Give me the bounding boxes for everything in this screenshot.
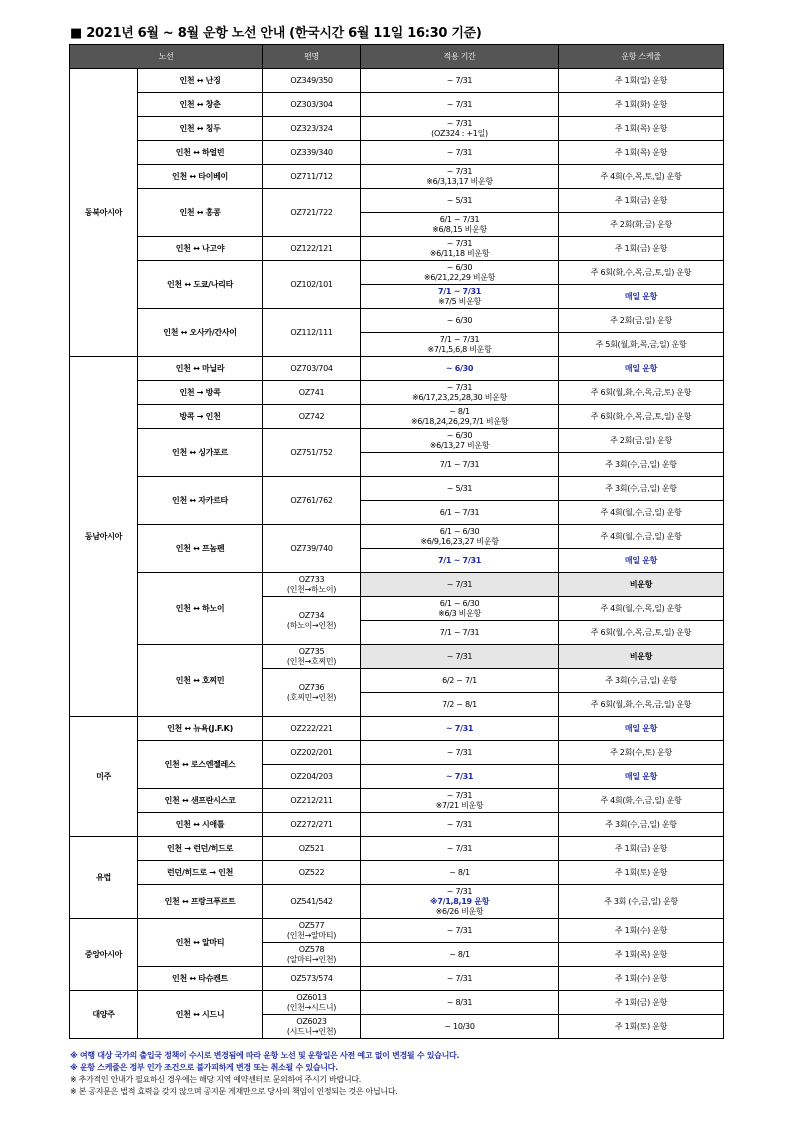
period: ~ 7/31 ※7/21 비운항 [361, 789, 559, 813]
period: 6/2 ~ 7/1 [361, 669, 559, 693]
period: 7/2 ~ 8/1 [361, 693, 559, 717]
period: ~ 7/31 [361, 69, 559, 93]
route-name: 인천 ↔ 호찌민 [138, 645, 263, 717]
flight-number: OZ202/201 [263, 741, 361, 765]
table-row [70, 861, 724, 885]
flight-number: OZ577 (인천→알마티) [263, 919, 361, 943]
period: ~ 7/31 [361, 967, 559, 991]
route-name: 인천 ↔ 프랑크푸르트 [138, 885, 263, 919]
period: ~ 7/31 [361, 645, 559, 669]
period: ~ 7/31 [361, 813, 559, 837]
route-name: 인천 ↔ 타슈켄트 [138, 967, 263, 991]
schedule: 주 1회(토) 운항 [559, 1015, 724, 1039]
period: ~ 7/31 [361, 765, 559, 789]
route-name: 인천 ↔ 샌프란시스코 [138, 789, 263, 813]
period: ~ 5/31 [361, 189, 559, 213]
period: 7/1 ~ 7/31 ※7/5 비운항 [361, 285, 559, 309]
schedule: 주 2회(수,토) 운항 [559, 741, 724, 765]
period: ~ 5/31 [361, 477, 559, 501]
schedule: 주 1회(금) 운항 [559, 837, 724, 861]
schedule: 주 1회(목) 운항 [559, 141, 724, 165]
table-row [70, 967, 724, 991]
route-name: 인천 → 방콕 [138, 381, 263, 405]
schedule: 주 2회(금,일) 운항 [559, 309, 724, 333]
flight-number: OZ573/574 [263, 967, 361, 991]
schedule: 주 2회(화,금) 운항 [559, 213, 724, 237]
table-row [70, 429, 724, 453]
route-name: 인천 ↔ 하얼빈 [138, 141, 263, 165]
period: ~ 6/30 ※6/21,22,29 비운항 [361, 261, 559, 285]
period: ~ 8/1 [361, 861, 559, 885]
period: 7/1 ~ 7/31 [361, 549, 559, 573]
region-central-asia: 중앙아시아 [70, 919, 138, 991]
footnote: ※ 추가적인 안내가 필요하신 경우에는 해당 지역 예약센터로 문의하여 주시기 바랍니다. [70, 1075, 362, 1084]
route-name: 인천 ↔ 뉴욕(J.F.K) [138, 717, 263, 741]
route-name: 인천 ↔ 창춘 [138, 93, 263, 117]
route-name: 인천 ↔ 나고야 [138, 237, 263, 261]
schedule: 매일 운항 [559, 285, 724, 309]
flight-number: OZ6013 (인천→시드니) [263, 991, 361, 1015]
schedule: 주 4회(월,수,금,일) 운항 [559, 501, 724, 525]
schedule: 주 1회(목) 운항 [559, 117, 724, 141]
flight-number: OZ112/111 [263, 309, 361, 357]
route-name: 인천 ↔ 오사카/간사이 [138, 309, 263, 357]
footnote: ※ 본 공지문은 법적 효력을 갖지 않으며 공지문 게재만으로 당사의 책임이 인정되는 것은 아닙니다. [70, 1087, 398, 1096]
schedule: 주 1회(일) 운항 [559, 69, 724, 93]
table-row [70, 309, 724, 333]
period: ~ 7/31 [361, 141, 559, 165]
header-route: 노선 [70, 45, 263, 69]
route-name: 인천 ↔ 하노이 [138, 573, 263, 645]
schedule: 주 1회(토) 운항 [559, 861, 724, 885]
flight-number: OZ733 (인천→하노이) [263, 573, 361, 597]
schedule: 주 6회(월,화,수,목,금,토) 운항 [559, 381, 724, 405]
route-name: 인천 ↔ 시애틀 [138, 813, 263, 837]
route-name: 인천 ↔ 마닐라 [138, 357, 263, 381]
route-name: 인천 ↔ 싱가포르 [138, 429, 263, 477]
period: ~ 7/31 [361, 741, 559, 765]
period: ~ 7/31 [361, 919, 559, 943]
flight-number: OZ272/271 [263, 813, 361, 837]
schedule: 주 3회(수,금,일) 운항 [559, 453, 724, 477]
flight-number: OZ735 (인천→호찌민) [263, 645, 361, 669]
route-name: 인천 ↔ 타이베이 [138, 165, 263, 189]
schedule: 주 1회(금) 운항 [559, 237, 724, 261]
flight-number: OZ736 (호찌민→인천) [263, 669, 361, 717]
table-row [70, 991, 724, 1015]
table-row [70, 919, 724, 943]
region-northeast-asia: 동북아시아 [70, 69, 138, 357]
flight-number: OZ742 [263, 405, 361, 429]
route-name: 인천 ↔ 난징 [138, 69, 263, 93]
header-period: 적용 기간 [361, 45, 559, 69]
schedule: 주 6회(화,수,목,금,토,일) 운항 [559, 405, 724, 429]
flight-number: OZ739/740 [263, 525, 361, 573]
flight-number: OZ204/203 [263, 765, 361, 789]
period: 6/1 ~ 6/30 ※6/9,16,23,27 비운항 [361, 525, 559, 549]
schedule: 주 3회(수,금,일) 운항 [559, 669, 724, 693]
schedule: 주 3회 (수,금,일) 운항 [559, 885, 724, 919]
route-name: 인천 ↔ 홍콩 [138, 189, 263, 237]
flight-number: OZ349/350 [263, 69, 361, 93]
flight-number: OZ521 [263, 837, 361, 861]
schedule: 주 4회(화,수,금,일) 운항 [559, 789, 724, 813]
schedule: 주 6회(월,화,수,목,금,일) 운항 [559, 693, 724, 717]
schedule: 주 1회(수) 운항 [559, 919, 724, 943]
footnote: ※ 운항 스케줄은 정부 인가 조건으로 불가피하게 변경 또는 취소될 수 있습니다. [70, 1063, 338, 1072]
table-row [70, 741, 724, 765]
schedule: 주 3회(수,금,일) 운항 [559, 477, 724, 501]
route-name: 인천 ↔ 칭두 [138, 117, 263, 141]
schedule: 비운항 [559, 645, 724, 669]
header-flight: 편명 [263, 45, 361, 69]
period: ~ 6/30 [361, 309, 559, 333]
header-schedule: 운항 스케줄 [559, 45, 724, 69]
flight-number: OZ323/324 [263, 117, 361, 141]
flight-number: OZ102/101 [263, 261, 361, 309]
period: ~ 7/31 ※7/1,8,19 운항 ※6/26 비운항 [361, 885, 559, 919]
table-row [70, 525, 724, 549]
flight-number: OZ751/752 [263, 429, 361, 477]
period: ~ 7/31 ※6/17,23,25,28,30 비운항 [361, 381, 559, 405]
period: 7/1 ~ 7/31 [361, 621, 559, 645]
period: ~ 6/30 [361, 357, 559, 381]
table-row [70, 573, 724, 597]
flight-number: OZ734 (하노이→인천) [263, 597, 361, 645]
route-name: 인천 ↔ 자카르타 [138, 477, 263, 525]
flight-number: OZ222/221 [263, 717, 361, 741]
table-row [70, 165, 724, 189]
table-row [70, 837, 724, 861]
schedule: 주 4회(월,수,목,일) 운항 [559, 597, 724, 621]
flight-number: OZ122/121 [263, 237, 361, 261]
period: ~ 6/30 ※6/13,27 비운항 [361, 429, 559, 453]
route-name: 인천 ↔ 로스엔젤레스 [138, 741, 263, 789]
region-southeast-asia: 동남아시아 [70, 357, 138, 717]
period: 6/1 ~ 7/31 ※6/8,15 비운항 [361, 213, 559, 237]
flight-number: OZ703/704 [263, 357, 361, 381]
period: 6/1 ~ 7/31 [361, 501, 559, 525]
period: 7/1 ~ 7/31 ※7/1,5,6,8 비운항 [361, 333, 559, 357]
table-row [70, 645, 724, 669]
table-row [70, 813, 724, 837]
period: ~ 8/1 [361, 943, 559, 967]
table-row [70, 93, 724, 117]
period: ~ 7/31 [361, 837, 559, 861]
schedule: 비운항 [559, 573, 724, 597]
table-row [70, 237, 724, 261]
table-row [70, 189, 724, 213]
schedule: 주 1회(금) 운항 [559, 189, 724, 213]
route-name: 인천 ↔ 도쿄/나리타 [138, 261, 263, 309]
region-oceania: 대양주 [70, 991, 138, 1039]
table-row [70, 381, 724, 405]
schedule: 주 4회(수,목,토,일) 운항 [559, 165, 724, 189]
flight-number: OZ741 [263, 381, 361, 405]
period: ~ 10/30 [361, 1015, 559, 1039]
schedule: 매일 운항 [559, 549, 724, 573]
table-row [70, 717, 724, 741]
region-americas: 미주 [70, 717, 138, 837]
schedule: 주 1회(수) 운항 [559, 967, 724, 991]
flight-number: OZ761/762 [263, 477, 361, 525]
flight-number: OZ522 [263, 861, 361, 885]
table-row [70, 885, 724, 919]
period: ~ 7/31 ※6/3,13,17 비운항 [361, 165, 559, 189]
footnote: ※ 여행 대상 국가의 출입국 정책이 수시로 변경됨에 따라 운항 노선 및 운항일은 사전 예고 없이 변경될 수 있습니다. [70, 1051, 460, 1060]
flight-number: OZ303/304 [263, 93, 361, 117]
flight-number: OZ711/712 [263, 165, 361, 189]
flight-number: OZ339/340 [263, 141, 361, 165]
table-row [70, 117, 724, 141]
page-title: ■ 2021년 6월 ~ 8월 운항 노선 안내 (한국시간 6월 11일 16:30 기준) [70, 26, 482, 41]
schedule: 주 1회(목) 운항 [559, 943, 724, 967]
table-row [70, 141, 724, 165]
table-row [70, 405, 724, 429]
schedule: 주 5회(월,화,목,금,일) 운항 [559, 333, 724, 357]
period: ~ 7/31 [361, 717, 559, 741]
period: ~ 7/31 (OZ324 : +1일) [361, 117, 559, 141]
flight-number: OZ6023 (시드니→인천) [263, 1015, 361, 1039]
route-name: 인천 ↔ 알마티 [138, 919, 263, 967]
schedule: 매일 운항 [559, 717, 724, 741]
schedule: 매일 운항 [559, 765, 724, 789]
route-name: 인천 → 런던/히드로 [138, 837, 263, 861]
table-row [70, 261, 724, 285]
table-row [70, 69, 724, 93]
schedule: 주 3회(수,금,일) 운항 [559, 813, 724, 837]
schedule: 매일 운항 [559, 357, 724, 381]
period: ~ 8/31 [361, 991, 559, 1015]
route-name: 방콕 → 인천 [138, 405, 263, 429]
region-europe: 유럽 [70, 837, 138, 919]
schedule: 주 6회(월,수,목,금,토,일) 운항 [559, 621, 724, 645]
table-row [70, 477, 724, 501]
schedule: 주 1회(금) 운항 [559, 991, 724, 1015]
flight-number: OZ578 (알마티→인천) [263, 943, 361, 967]
period: ~ 7/31 [361, 93, 559, 117]
schedule: 주 6회(화,수,목,금,토,일) 운항 [559, 261, 724, 285]
table-row [70, 357, 724, 381]
route-name: 런던/히드로 → 인천 [138, 861, 263, 885]
flight-number: OZ212/211 [263, 789, 361, 813]
period: ~ 8/1 ※6/18,24,26,29,7/1 비운항 [361, 405, 559, 429]
period: 7/1 ~ 7/31 [361, 453, 559, 477]
flight-number: OZ541/542 [263, 885, 361, 919]
period: ~ 7/31 [361, 573, 559, 597]
footnotes [70, 1050, 730, 1098]
schedule: 주 2회(금,일) 운항 [559, 429, 724, 453]
table-header-row [70, 45, 724, 69]
flight-number: OZ721/722 [263, 189, 361, 237]
route-name: 인천 ↔ 시드니 [138, 991, 263, 1039]
period: 6/1 ~ 6/30 ※6/3 비운항 [361, 597, 559, 621]
table-row [70, 789, 724, 813]
schedule: 주 4회(월,수,금,일) 운항 [559, 525, 724, 549]
period: ~ 7/31 ※6/11,18 비운항 [361, 237, 559, 261]
schedule-table [69, 44, 724, 1039]
schedule: 주 1회(화) 운항 [559, 93, 724, 117]
route-name: 인천 ↔ 프놈펜 [138, 525, 263, 573]
